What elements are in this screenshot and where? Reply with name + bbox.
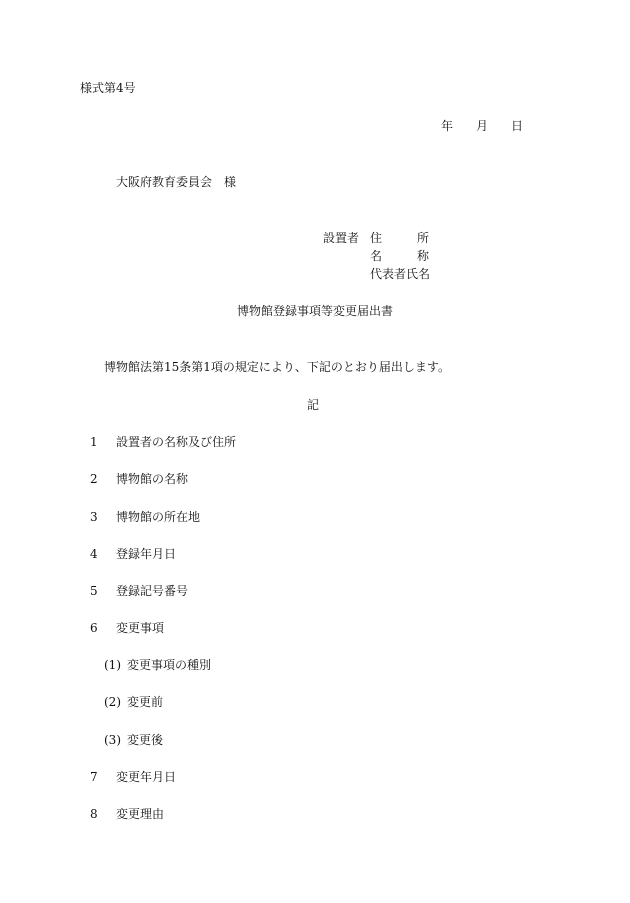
list-item-text: 登録年月日	[116, 547, 177, 561]
date-day: 日	[511, 119, 524, 133]
list-item-number: 7	[90, 770, 98, 784]
date-year: 年	[441, 119, 454, 133]
list-item-number: 2	[90, 472, 98, 486]
sub-item-text: 変更前	[127, 695, 164, 709]
body-text: 博物館法第15条第1項の規定により、下記のとおり届出します。	[104, 360, 450, 374]
list-item-number: 1	[90, 435, 98, 449]
ki-heading: 記	[307, 398, 320, 412]
list-item-text: 登録記号番号	[116, 584, 189, 598]
list-item-text: 博物館の所在地	[116, 510, 201, 524]
list-item-number: 4	[90, 547, 98, 561]
sub-item-number: (3)	[104, 733, 121, 747]
list-item-number: 3	[90, 510, 98, 524]
sub-item-text: 変更事項の種別	[127, 658, 212, 672]
form-number: 様式第4号	[80, 81, 136, 95]
address-label-b: 所	[417, 231, 430, 245]
list-item-number: 8	[90, 807, 98, 821]
sub-item-number: (1)	[104, 658, 121, 672]
sub-item-text: 変更後	[127, 733, 164, 747]
document-title: 博物館登録事項等変更届出書	[237, 304, 394, 318]
list-item-text: 博物館の名称	[116, 472, 189, 486]
list-item-text: 変更年月日	[116, 770, 177, 784]
address-label-a: 住	[370, 231, 383, 245]
submitter-label: 設置者	[323, 231, 360, 245]
sub-item-number: (2)	[104, 695, 121, 709]
name-label-a: 名	[370, 249, 383, 263]
list-item-number: 6	[90, 621, 98, 635]
list-item-number: 5	[90, 584, 98, 598]
representative-label: 代表者氏名	[370, 267, 431, 281]
date-month: 月	[476, 119, 489, 133]
list-item-text: 設置者の名称及び住所	[116, 435, 237, 449]
list-item-text: 変更事項	[116, 621, 165, 635]
name-label-b: 称	[417, 249, 430, 263]
list-item-text: 変更理由	[116, 807, 165, 821]
addressee: 大阪府教育委員会 様	[116, 175, 237, 189]
